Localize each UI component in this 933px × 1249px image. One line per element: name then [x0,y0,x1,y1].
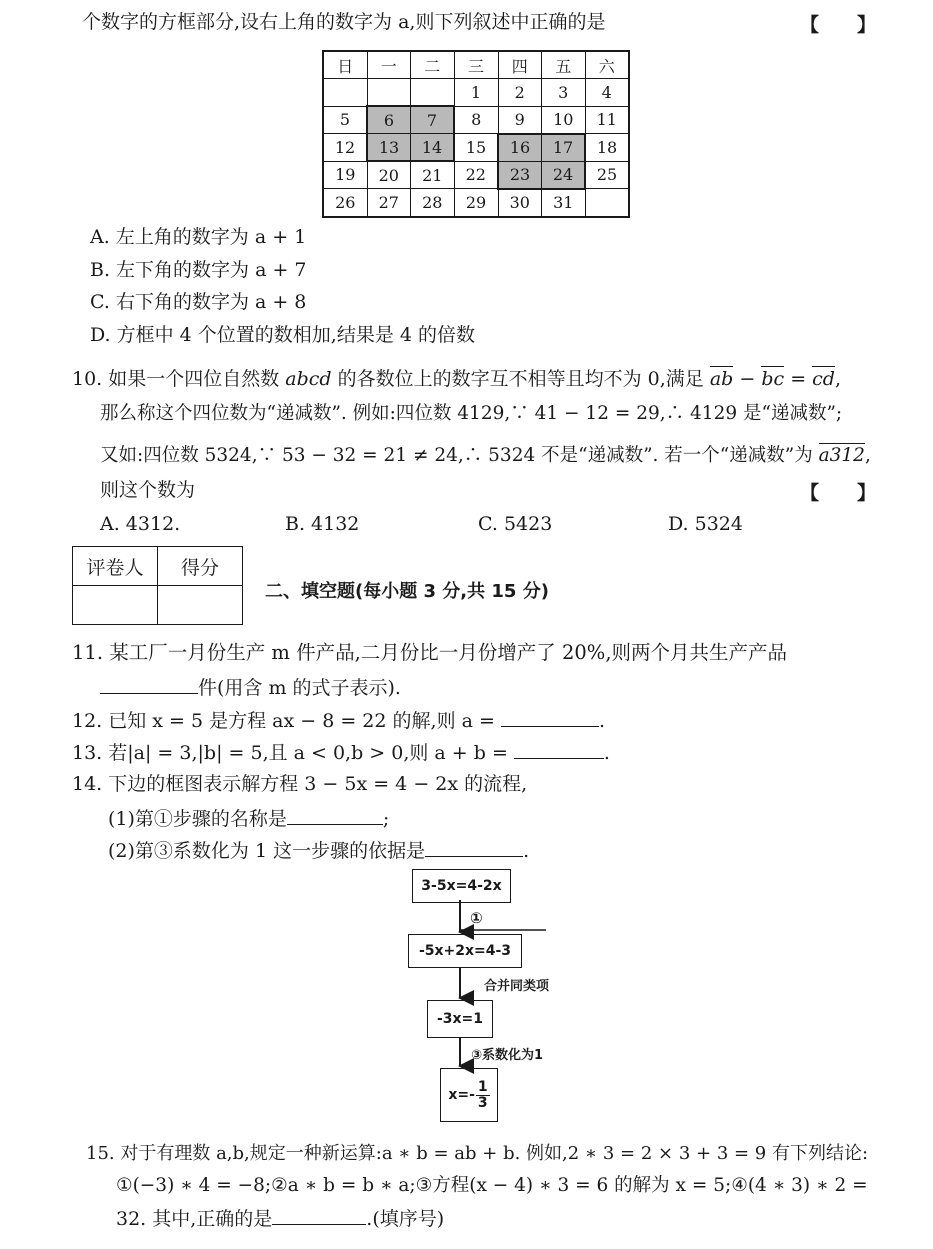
flow-step3-label: ③系数化为1 [471,1048,544,1063]
flow-fraction [476,1080,490,1111]
calendar-header: 一 [367,51,411,79]
q15-line2: ①(−3) ∗ 4 = −8;②a ∗ b = b ∗ a;③方程(x − 4) ∗ 3 = 6 的解为 x = 5;④(4 ∗ 3) ∗ 2 = [116,1175,868,1196]
q11-line2-text: 件(用含 m 的式子表示). [198,677,401,699]
calendar-header: 五 [542,51,586,79]
calendar-cell: 15 [454,134,498,162]
calendar-header: 四 [498,51,542,79]
q12-text: 12. 已知 x = 5 是方程 ax − 8 = 22 的解,则 a = [72,710,501,732]
reviewer-label: 评卷人 [73,547,158,586]
reviewer-cell [73,586,158,625]
flow-step1-label: ① [470,909,483,927]
q15-line3 [116,1206,444,1231]
calendar-cell-highlighted: 14 [411,134,455,162]
q11-line1: 11. 某工厂一月份生产 m 件产品,二月份比一月份增产了 20%,则两个月共生产产品 [72,641,788,664]
q10-text-b: 的各数位上的数字互不相等且均不为 0,满足 [331,368,710,390]
calendar-cell: 12 [323,134,367,162]
flow-box-3 [427,1000,493,1038]
q10-comma-2: , [864,445,871,466]
q10-abcd: abcd [285,368,332,390]
flow-box-2-text: -5x+2x=4-3 [418,943,512,959]
calendar-cell-highlighted: 24 [542,161,586,189]
flow-box-3-text: -3x=1 [436,1011,484,1027]
calendar-cell: 2 [498,79,542,107]
calendar-cell: 26 [323,189,367,217]
calendar-cell: 4 [585,79,629,107]
q14-sub1-text: (1)第①步骤的名称是 [108,808,287,830]
calendar-cell: 10 [542,106,586,134]
q9-stem: 个数字的方框部分,设右上角的数字为 a,则下列叙述中正确的是 [82,11,606,33]
flow-step2-label: 合并同类项 [484,979,550,994]
calendar-cell: 20 [367,161,411,189]
calendar-row [323,189,629,217]
calendar-cell-highlighted: 13 [367,134,411,162]
calendar-cell: 30 [498,189,542,217]
score-table [72,546,243,625]
q10-line3 [100,444,871,468]
calendar-cell-highlighted: 17 [542,134,586,162]
q15-answer-blank[interactable] [272,1206,366,1225]
flow-box-4-lhs: x=- [448,1087,475,1103]
q11-line2 [100,675,401,700]
calendar-cell-highlighted: 16 [498,134,542,162]
calendar-cell: 29 [454,189,498,217]
flow-box-4 [440,1068,498,1122]
q14-line1: 14. 下边的框图表示解方程 3 − 5x = 4 − 2x 的流程, [72,773,528,795]
q15-line3-text: 32. 其中,正确的是 [116,1208,273,1230]
calendar-cell [323,79,367,107]
q9-option-c: C. 右下角的数字为 a + 8 [90,291,307,313]
calendar-header: 三 [454,51,498,79]
q14-sub1 [108,806,389,831]
calendar-cell: 31 [542,189,586,217]
calendar-cell: 11 [585,106,629,134]
section-title: 二、填空题(每小题 3 分,共 15 分) [265,581,549,602]
calendar-cell: 5 [323,106,367,134]
calendar-cell-highlighted: 7 [411,106,455,134]
calendar-cell: 1 [454,79,498,107]
q13-text: 13. 若|a| = 3,|b| = 5,且 a < 0,b > 0,则 a + b = [72,742,514,764]
calendar-cell: 28 [411,189,455,217]
q13-answer-blank[interactable] [514,740,604,759]
q10-text-a: 10. 如果一个四位自然数 [72,368,286,390]
q10-ab: ab [709,368,734,390]
q10-line1 [72,367,841,391]
calendar-cell: 19 [323,161,367,189]
calendar-cell [585,189,629,217]
q10-comma: , [834,368,842,390]
q14-sub2-end: . [523,840,530,862]
calendar-cell [367,79,411,107]
q9-option-b: B. 左下角的数字为 a + 7 [90,259,307,281]
q14-sub1-blank[interactable] [287,806,383,825]
q9-option-a: A. 左上角的数字为 a + 1 [90,226,307,248]
calendar-cell: 27 [367,189,411,217]
q9-option-d: D. 方框中 4 个位置的数相加,结果是 4 的倍数 [90,324,476,346]
calendar-header: 日 [323,51,367,79]
calendar-cell: 21 [411,161,455,189]
calendar-cell: 18 [585,134,629,162]
calendar-cell: 3 [542,79,586,107]
q10-minus: − [733,368,762,390]
q12-end: . [598,710,605,732]
calendar-table [322,50,630,218]
flow-box-2 [408,934,522,968]
flow-fraction-denominator: 3 [477,1094,488,1111]
calendar-row [323,79,629,107]
calendar-cell: 22 [454,161,498,189]
q15-line1: 15. 对于有理数 a,b,规定一种新运算:a ∗ b = ab + b. 例如,2 ∗ 3 = 2 × 3 + 3 = 9 有下列结论: [86,1143,869,1164]
q10-text-c: 又如:四位数 5324,∵ 53 − 32 = 21 ≠ 24,∴ 5324 不是“递减数”. 若一个“递减数”为 [100,445,819,466]
q13-end: . [603,742,610,764]
flow-fraction-numerator: 1 [477,1078,488,1095]
score-label: 得分 [158,547,243,586]
q11-answer-blank[interactable] [100,675,198,694]
q10-option-b: B. 4132 [285,513,360,535]
q9-answer-bracket: 【 】 [800,14,877,36]
calendar-header: 二 [411,51,455,79]
q12-answer-blank[interactable] [501,708,599,727]
q14-sub2-blank[interactable] [425,838,523,857]
calendar-row [323,106,629,134]
q10-bc: bc [761,368,785,390]
calendar-cell: 9 [498,106,542,134]
q10-a312: a312 [818,445,865,466]
q10-option-a: A. 4312. [100,513,181,535]
calendar-cell-highlighted: 6 [367,106,411,134]
calendar-cell [411,79,455,107]
q14-sub1-end: ; [382,808,390,830]
q14-sub2 [108,838,529,863]
q15-line3-end: .(填序号) [366,1208,445,1230]
calendar-cell: 8 [454,106,498,134]
q10-line2: 那么称这个四位数为“递减数”. 例如:四位数 4129,∵ 41 − 12 = 29,∴ 4129 是“递减数”; [100,403,843,424]
score-cell [158,586,243,625]
q10-line4: 则这个数为 [100,479,196,501]
calendar-cell-highlighted: 23 [498,161,542,189]
q10-option-c: C. 5423 [478,513,553,535]
flow-box-1-text: 3-5x=4-2x [421,878,502,894]
calendar-row [323,161,629,189]
calendar-row [323,134,629,162]
q10-answer-bracket: 【 】 [800,482,877,504]
q13-line [72,740,610,765]
q12-line [72,708,605,733]
q14-sub2-text: (2)第③系数化为 1 这一步骤的依据是 [108,840,426,862]
q10-option-d: D. 5324 [668,513,743,535]
q10-cd: cd [812,368,835,390]
flow-box-1 [412,869,511,903]
calendar-header-row [323,51,629,79]
calendar-header: 六 [585,51,629,79]
calendar-cell: 25 [585,161,629,189]
q10-equals: = [784,368,813,390]
